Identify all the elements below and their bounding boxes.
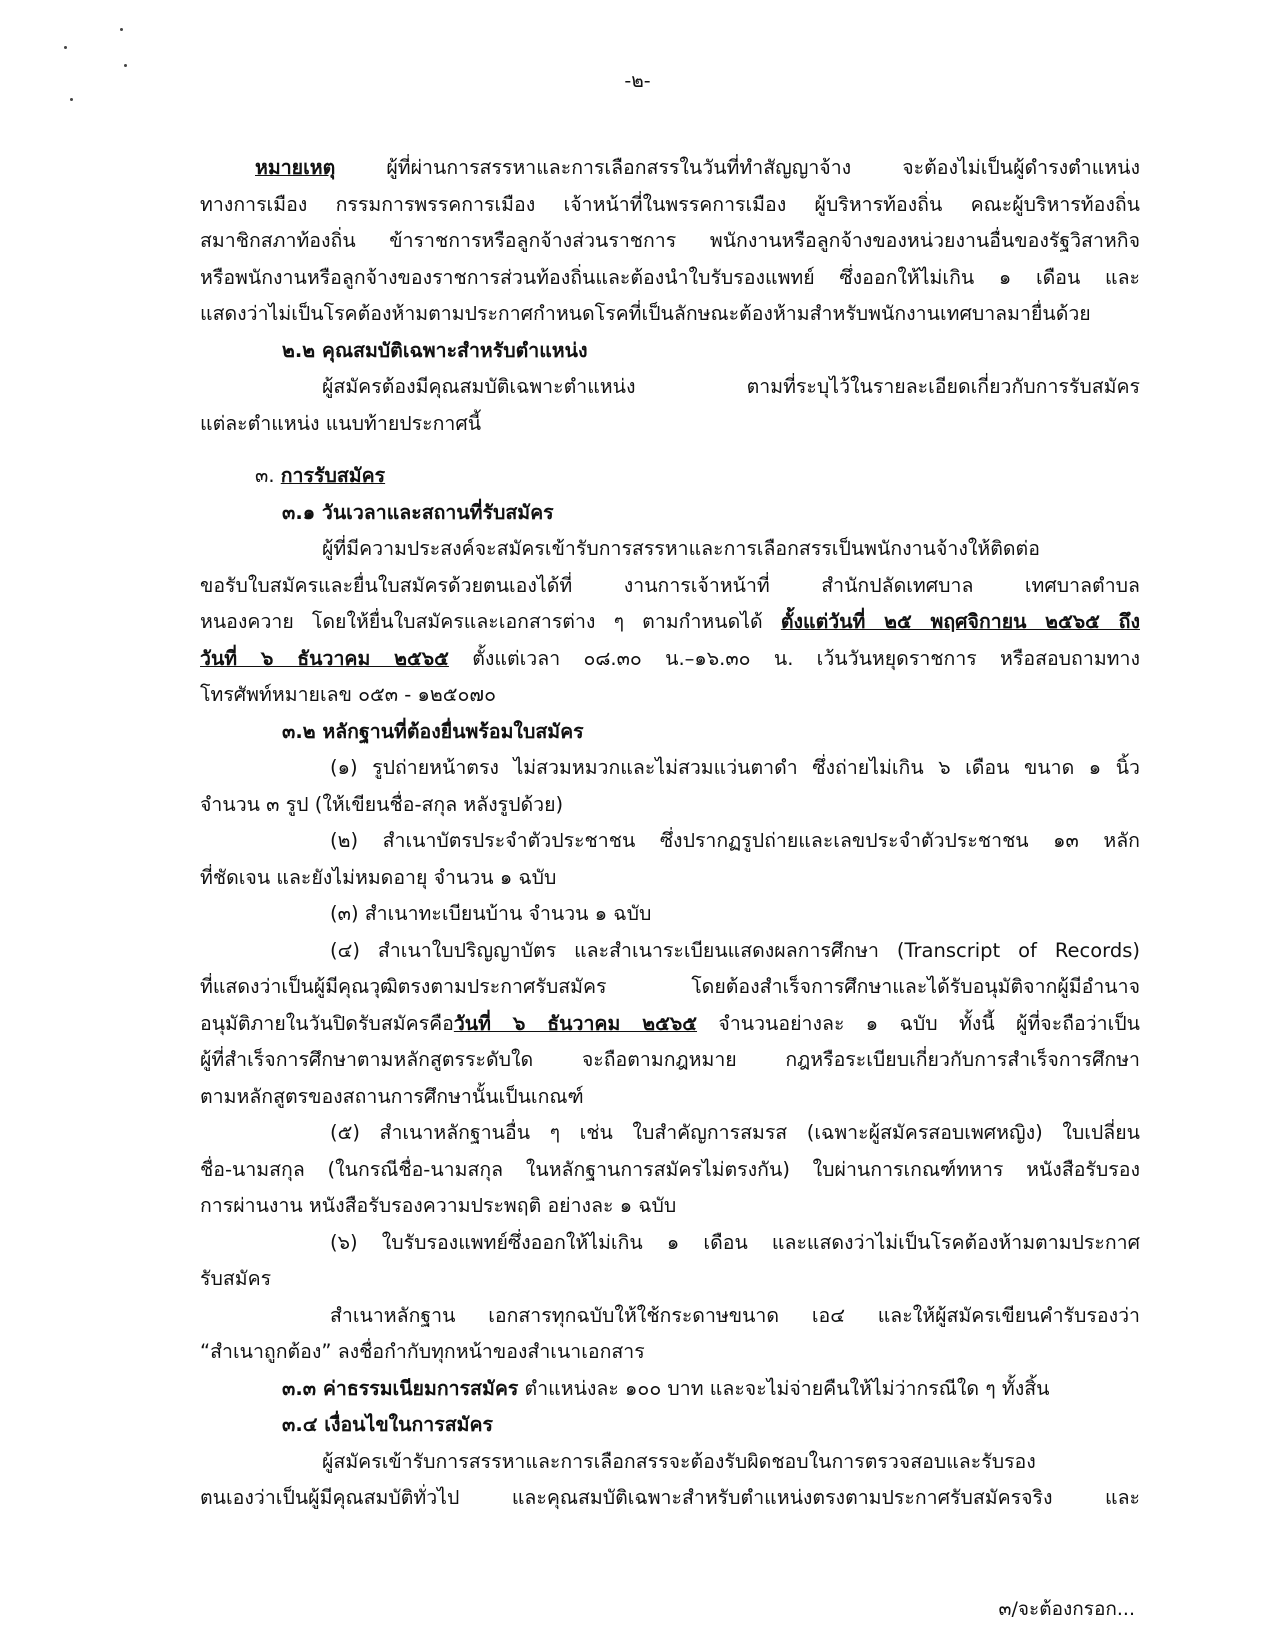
section-heading-3-1: ๓.๑ วันเวลาและสถานที่รับสมัคร — [282, 500, 554, 524]
list-item: (๖) ใบรับรองแพทย์ซึ่งออกให้ไม่เกิน ๑ เดือน และแสดงว่าไม่เป็นโรคต้องห้ามตามประกาศ — [330, 1230, 1140, 1254]
list-item: (๒) สำเนาบัตรประจำตัวประชาชน ซึ่งปรากฏรูปถ่ายและเลขประจำตัวประชาชน ๑๓ หลัก — [330, 829, 1140, 852]
date-range-end: วันที่ ๖ ธันวาคม ๒๕๖๕ — [200, 646, 449, 670]
note-line — [200, 150, 1140, 187]
section-title: ๓.๓ ค่าธรรมเนียมการสมัคร — [282, 1376, 519, 1400]
section-heading-3-2: ๓.๒ หลักฐานที่ต้องยื่นพร้อมใบสมัคร — [282, 719, 584, 743]
section-heading-3-4: ๓.๔ เงื่อนไขในการสมัคร — [282, 1413, 494, 1436]
paragraph-text: ตำแหน่งละ ๑๐๐ บาท และจะไม่จ่ายคืนให้ไม่ว่ากรณีใด ๆ ทั้งสิ้น — [518, 1376, 1050, 1400]
scan-speck — [120, 28, 123, 31]
list-item: ที่ชัดเจน และยังไม่หมดอายุ จำนวน ๑ ฉบับ — [200, 865, 557, 889]
list-item: รับสมัคร — [200, 1267, 272, 1290]
page-number: -๒- — [624, 70, 651, 92]
paragraph-line: ผู้สมัครต้องมีคุณสมบัติเฉพาะตำแหน่ง ตามที่ระบุไว้ในรายละเอียดเกี่ยวกับการรับสมัคร — [322, 375, 1140, 398]
paragraph-line: “สำเนาถูกต้อง” ลงชื่อกำกับทุกหน้าของสำเนาเอกสาร — [200, 1340, 645, 1363]
list-item — [200, 1006, 1140, 1043]
note-line: ทางการเมือง กรรมการพรรคการเมือง เจ้าหน้าที่ในพรรคการเมือง ผู้บริหารท้องถิ่น คณะผู้บริหารท้องถิ่น — [200, 192, 1140, 216]
paragraph-text: หนองควาย โดยให้ยื่นใบสมัครและเอกสารต่าง ๆ ตามกำหนดได้ — [200, 610, 781, 633]
paragraph-line: สำเนาหลักฐาน เอกสารทุกฉบับให้ใช้กระดาษขนาด เอ๔ และให้ผู้สมัครเขียนคำรับรองว่า — [330, 1303, 1140, 1327]
note-line: แสดงว่าไม่เป็นโรคต้องห้ามตามประกาศกำหนดโรคที่เป็นลักษณะต้องห้ามสำหรับพนักงานเทศบาลมายื่นด้วย — [200, 302, 1091, 325]
list-item: (๕) สำเนาหลักฐานอื่น ๆ เช่น ใบสำคัญการสมรส (เฉพาะผู้สมัครสอบเพศหญิง) ใบเปลี่ยน — [330, 1121, 1140, 1144]
paragraph-line — [200, 604, 1140, 641]
section-heading-2-2: ๒.๒ คุณสมบัติเฉพาะสำหรับตำแหน่ง — [282, 338, 588, 362]
paragraph-line: ผู้สมัครเข้ารับการสรรหาและการเลือกสรรจะต้องรับผิดชอบในการตรวจสอบและรับรอง — [322, 1449, 1036, 1473]
list-item: ชื่อ-นามสกุล (ในกรณีชื่อ-นามสกุล ในหลักฐานการสมัครไม่ตรงกัน) ใบผ่านการเกณฑ์ทหาร หนังสือรับรอง — [200, 1157, 1140, 1181]
list-item: (๓) สำเนาทะเบียนบ้าน จำนวน ๑ ฉบับ — [330, 902, 652, 925]
section-number: ๓. — [255, 464, 281, 487]
paragraph-text: อนุมัติภายในวันปิดรับสมัครคือ — [200, 1011, 454, 1035]
list-item: ที่แสดงว่าเป็นผู้มีคุณวุฒิตรงตามประกาศรับสมัคร โดยต้องสำเร็จการศึกษาและได้รับอนุมัติจากผู้มีอำนาจ — [200, 975, 1140, 998]
paragraph-line: ตนเองว่าเป็นผู้มีคุณสมบัติทั่วไป และคุณสมบัติเฉพาะสำหรับตำแหน่งตรงตามประกาศรับสมัครจริง และ — [200, 1486, 1140, 1509]
note-label: หมายเหตุ — [255, 156, 336, 179]
paragraph-line: โทรศัพท์หมายเลข ๐๕๓ - ๑๒๕๐๗๐ — [200, 683, 496, 706]
paragraph-line: ขอรับใบสมัครและยื่นใบสมัครด้วยตนเองได้ที่ งานการเจ้าหน้าที่ สำนักปลัดเทศบาล เทศบาลตำบล — [200, 573, 1140, 597]
paragraph-line: ผู้ที่มีความประสงค์จะสมัครเข้ารับการสรรหาและการเลือกสรรเป็นพนักงานจ้างให้ติดต่อ — [322, 537, 1040, 560]
paragraph-text: ตั้งแต่เวลา ๐๘.๓๐ น.–๑๖.๓๐ น. เว้นวันหยุดราชการ หรือสอบถามทาง — [448, 646, 1140, 670]
list-item: จำนวน ๓ รูป (ให้เขียนชื่อ-สกุล หลังรูปด้วย) — [200, 792, 564, 816]
scan-speck — [70, 98, 73, 101]
list-item: (๔) สำเนาใบปริญญาบัตร และสำเนาระเบียนแสดงผลการศึกษา (Transcript of Records) — [330, 938, 1140, 962]
list-item: การผ่านงาน หนังสือรับรองความประพฤติ อย่างละ ๑ ฉบับ — [200, 1194, 677, 1217]
paragraph-text: จำนวนอย่างละ ๑ ฉบับ ทั้งนี้ ผู้ที่จะถือว่าเป็น — [697, 1011, 1140, 1035]
note-text: ผู้ที่ผ่านการสรรหาและการเลือกสรรในวันที่ทำสัญญาจ้าง จะต้องไม่เป็นผู้ดำรงตำแหน่ง — [335, 156, 1140, 179]
continuation-footer: ๓/จะต้องกรอก... — [998, 1598, 1135, 1620]
document-body — [200, 150, 1140, 1517]
paragraph-line: แต่ละตำแหน่ง แนบท้ายประกาศนี้ — [200, 411, 482, 435]
list-item: (๑) รูปถ่ายหน้าตรง ไม่สวมหมวกและไม่สวมแว่นตาดำ ซึ่งถ่ายไม่เกิน ๖ เดือน ขนาด ๑ นิ้ว — [330, 756, 1140, 779]
list-item: ผู้ที่สำเร็จการศึกษาตามหลักสูตรระดับใด จะถือตามกฎหมาย กฎหรือระเบียบเกี่ยวกับการสำเร็จการศึกษา — [200, 1048, 1140, 1071]
note-line: หรือพนักงานหรือลูกจ้างของราชการส่วนท้องถิ่นและต้องนำใบรับรองแพทย์ ซึ่งออกให้ไม่เกิน ๑ เดือน และ — [200, 265, 1140, 289]
scan-speck — [64, 46, 67, 49]
section-title: การรับสมัคร — [280, 464, 386, 487]
note-line: สมาชิกสภาท้องถิ่น ข้าราชการหรือลูกจ้างส่วนราชการ พนักงานหรือลูกจ้างของหน่วยงานอื่นของรัฐวิสาหกิจ — [200, 229, 1140, 252]
paragraph-line — [200, 641, 1140, 678]
date-range-start: ตั้งแต่วันที่ ๒๕ พฤศจิกายน ๒๕๖๕ ถึง — [780, 610, 1140, 633]
section-heading-3 — [200, 458, 1140, 495]
list-item: ตามหลักสูตรของสถานการศึกษานั้นเป็นเกณฑ์ — [200, 1084, 584, 1108]
section-heading-3-3 — [200, 1371, 1140, 1408]
closing-date: วันที่ ๖ ธันวาคม ๒๕๖๕ — [453, 1011, 698, 1035]
